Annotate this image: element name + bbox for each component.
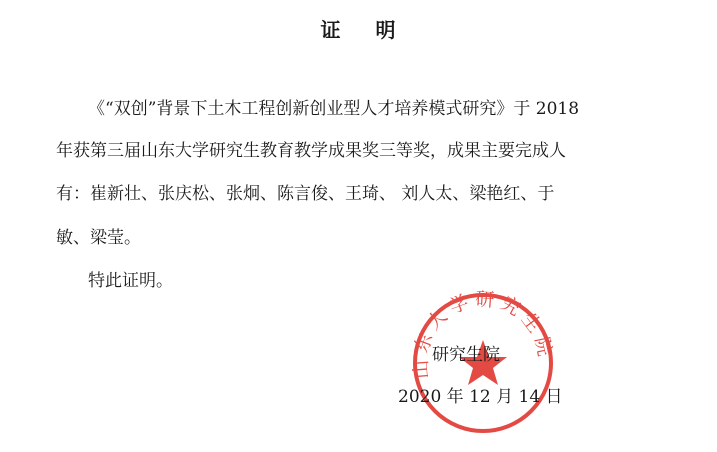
closing-statement: 特此证明。 (88, 271, 173, 291)
body-line-1: 《“双创”背景下土木工程创新创业型人才培养模式研究》于 2018 (88, 99, 580, 119)
issue-date: 2020 年 12 月 14 日 (398, 387, 563, 407)
title-char-2: 明 (375, 18, 397, 42)
issuer-name: 研究生院 (432, 345, 500, 365)
body-line-3: 有：崔新壮、张庆松、张炯、陈言俊、王琦、 刘人太、梁艳红、于 (56, 184, 555, 204)
body-line-4: 敏、梁莹。 (56, 228, 141, 248)
seal-text: 山东大学研究生院 (409, 288, 557, 380)
document-title (0, 14, 717, 43)
title-char-1: 证 (320, 18, 342, 42)
body-line-2: 年获第三届山东大学研究生教育教学成果奖三等奖，成果主要完成人 (56, 141, 566, 161)
